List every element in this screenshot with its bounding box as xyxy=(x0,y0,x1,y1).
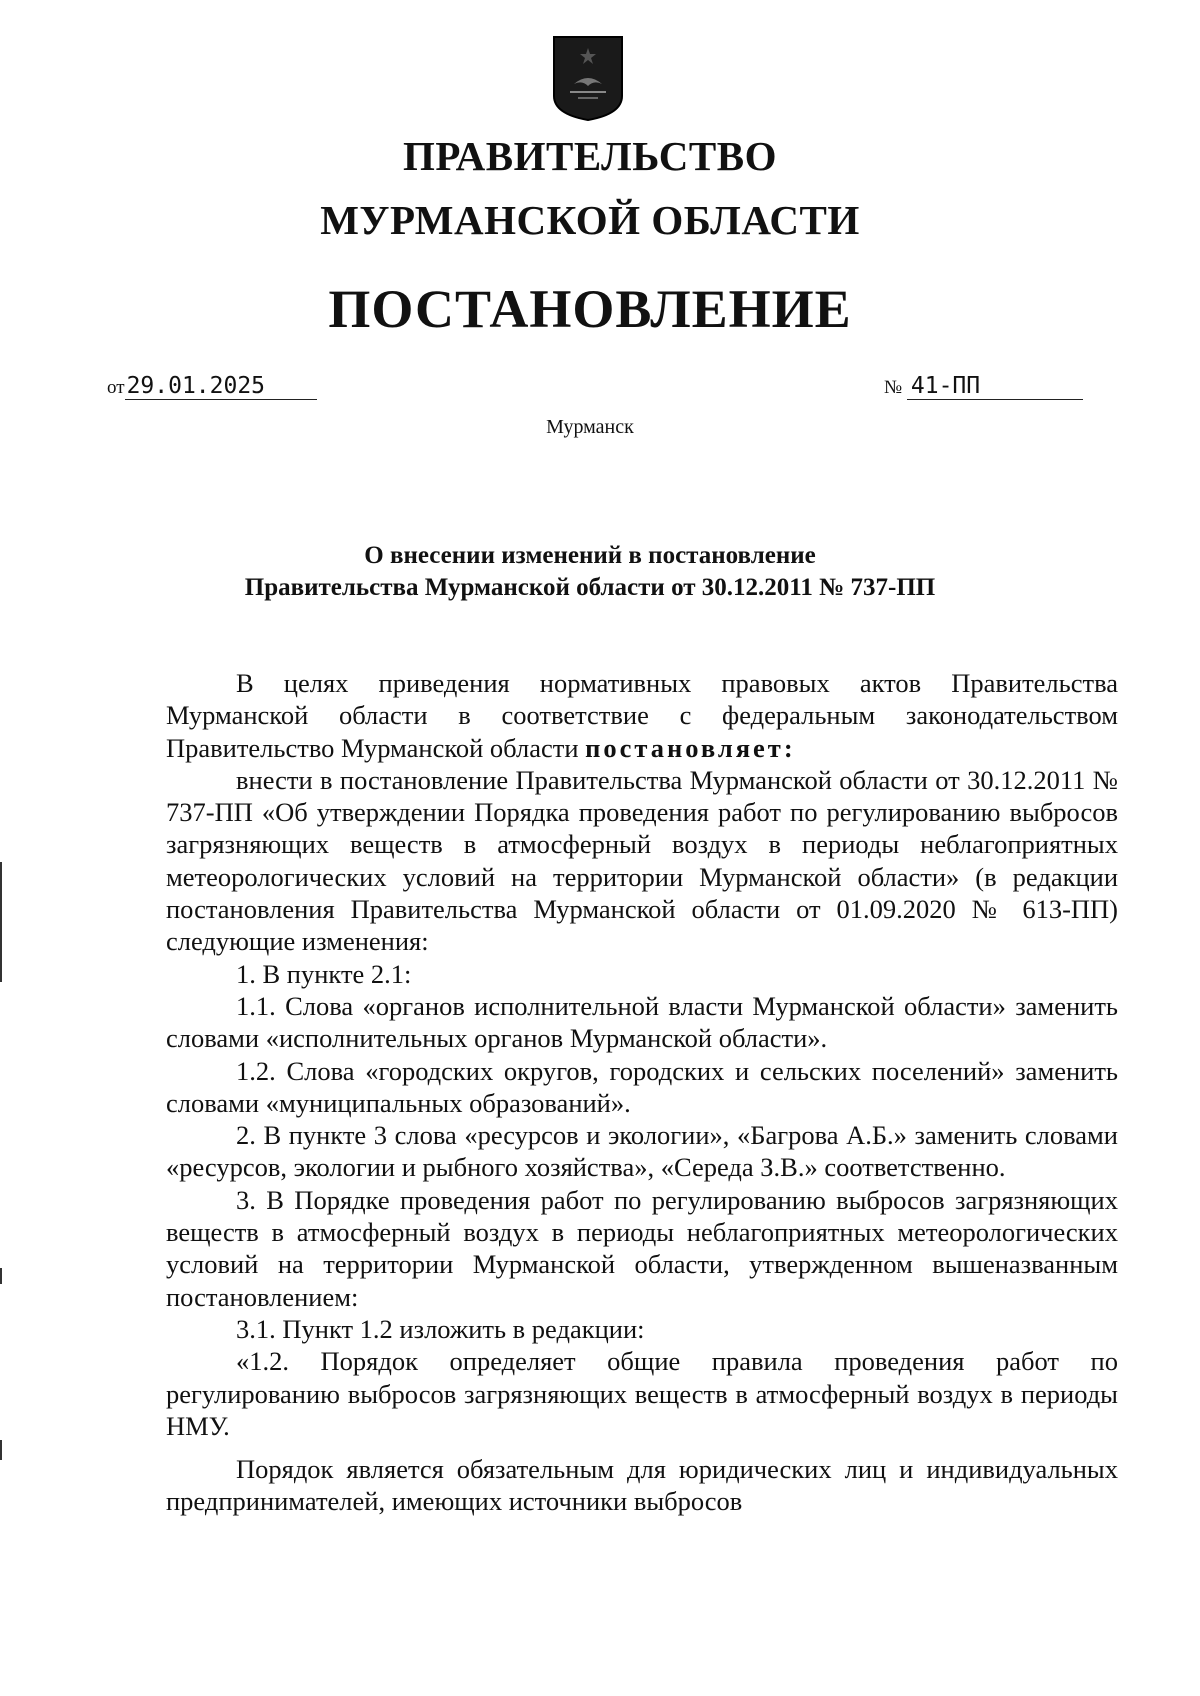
preamble-text: В целях приведения нормативных правовых актов Правительства Мурманской области в соответствие с федеральным законодательством Правительство Мурманской области xyxy=(166,668,1118,763)
coat-of-arms-emblem xyxy=(550,34,626,122)
city-name: Мурманск xyxy=(546,416,634,438)
paragraph-order-obligation: Порядок является обязательным для юридических лиц и индивидуальных предпринимателей, имеющих источники выбросов xyxy=(166,1454,1118,1517)
document-date xyxy=(107,373,317,400)
paragraph-preamble xyxy=(166,667,1118,764)
resolves-keyword: постановляет xyxy=(585,732,784,763)
paragraph-quote-1-2: «1.2. Порядок определяет общие правила проведения работ по регулированию выбросов загрязняющих веществ в атмосферный воздух в периоды НМУ. xyxy=(166,1346,1118,1441)
paragraph-item-3: 3. В Порядке проведения работ по регулированию выбросов загрязняющих веществ в атмосферный воздух в периоды неблагоприятных метеорологических условий на территории Мурманской области, утвержденном вышеназванным постановлением: xyxy=(166,1184,1118,1312)
paragraph-item-1-2: 1.2. Слова «городских округов, городских и сельских поселений» заменить словами «муниципальных образований». xyxy=(166,1055,1118,1118)
paragraph-item-3-1: 3.1. Пункт 1.2 изложить в редакции: xyxy=(236,1313,645,1344)
date-value: 29.01.2025 xyxy=(125,373,317,400)
document-body xyxy=(166,667,1118,1518)
subject-line1: О внесении изменений в постановление xyxy=(364,542,816,569)
scan-edge-mark xyxy=(0,1440,2,1460)
scan-edge-mark xyxy=(0,1268,2,1284)
document-number xyxy=(884,373,1083,400)
paragraph-gap xyxy=(166,1442,1118,1453)
paragraph-amend-intro: внести в постановление Правительства Мурманской области от 30.12.2011 № 737-ПП «Об утверждении Порядка проведения работ по регулированию выбросов загрязняющих веществ в атмосферный воздух в периоды неблагоприятных метеорологических условий на территории Мурманской области» (в редакции постановления Правительства Мурманской области от 01.09.2020 № 613-ПП) следующие изменения: xyxy=(166,764,1118,957)
document-type-title: ПОСТАНОВЛЕНИЕ xyxy=(328,279,852,339)
paragraph-item-1-1: 1.1. Слова «органов исполнительной власти Мурманской области» заменить словами «исполнительных органов Мурманской области». xyxy=(166,990,1118,1054)
scan-edge-mark xyxy=(0,862,2,982)
number-prefix: № xyxy=(884,377,903,398)
subject-line2: Правительства Мурманской области от 30.12.2011 № 737-ПП xyxy=(244,574,936,601)
government-title-line1: ПРАВИТЕЛЬСТВО xyxy=(402,133,778,179)
government-title-line2: МУРМАНСКОЙ ОБЛАСТИ xyxy=(320,197,860,243)
paragraph-item-1: 1. В пункте 2.1: xyxy=(236,958,412,989)
preamble-colon: : xyxy=(783,732,796,763)
number-value: 41-ПП xyxy=(907,373,1083,400)
date-prefix: от xyxy=(107,377,125,398)
document-subject xyxy=(0,540,1180,604)
paragraph-item-2: 2. В пункте 3 слова «ресурсов и экологии», «Багрова А.Б.» заменить словами «ресурсов, экологии и рыбного хозяйства», «Середа З.В.» соответственно. xyxy=(166,1120,1118,1183)
